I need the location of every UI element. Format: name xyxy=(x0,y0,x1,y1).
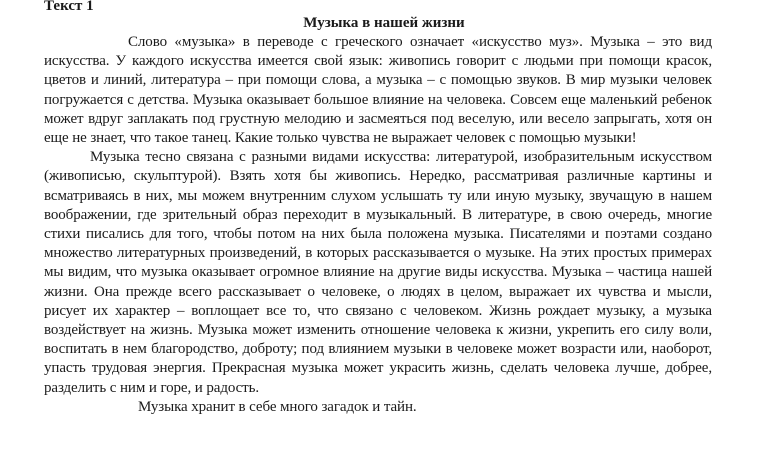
text-label: Текст 1 xyxy=(44,0,94,14)
paragraph-2: Музыка тесно связана с разными видами искусства: литературой, изобразительным искусством (живописью, скульптурой). Взять хотя бы живопись. Нередко, рассматривая различные картины и всматриваясь в них, мы можем внутренним слухом услышать ту или иную музыку, звучащую в нашем воображении, где зрительный образ переходит в музыкальный. В литературе, в свою очередь, многие стихи писались для того, чтобы потом на них была положена музыка. Писателями и поэтами создано множество литературных произведений, в которых рассказывается о музыке. На этих простых примерах мы видим, что музыка оказывает огромное влияние на другие виды искусства. Музыка – частица нашей жизни. Она прежде всего рассказывает о человеке, о людях в целом, выражает их чувства и мысли, рисует их характер – воплощает все то, что связано с человеком. Жизнь рождает музыку, а музыка воздействует на жизнь. Музыка может изменить отношение человека к жизни, укрепить его силу воли, воспитать в нем благородство, доброту; под влиянием музыки в человеке может возрасти или, наоборот, упасть трудовая энергия. Прекрасная музыка может украсить жизнь, сделать человека лучше, добрее, разделить с ним и горе, и радость. xyxy=(44,149,712,396)
document-title: Музыка в нашей жизни xyxy=(303,15,465,31)
paragraph-1: Слово «музыка» в переводе с греческого означает «искусство муз». Музыка – это вид искусства. У каждого искусства имеется свой язык: живопись говорит с людьми при помощи красок, цветов и линий, литература – при помощи слова, а музыка – с помощью звуков. В мир музыки человек погружается с детства. Музыка оказывает большое влияние на человека. Совсем еще маленький ребенок может вдруг заплакать под грустную мелодию и засмеяться под веселую, или весело запрыгать, хотя он еще не знает, что такое танец. Какие только чувства не выражает человек с помощью музыки! xyxy=(44,34,712,147)
paragraph-3: Музыка хранит в себе много загадок и тайн. xyxy=(138,398,417,415)
document-body xyxy=(44,33,712,417)
